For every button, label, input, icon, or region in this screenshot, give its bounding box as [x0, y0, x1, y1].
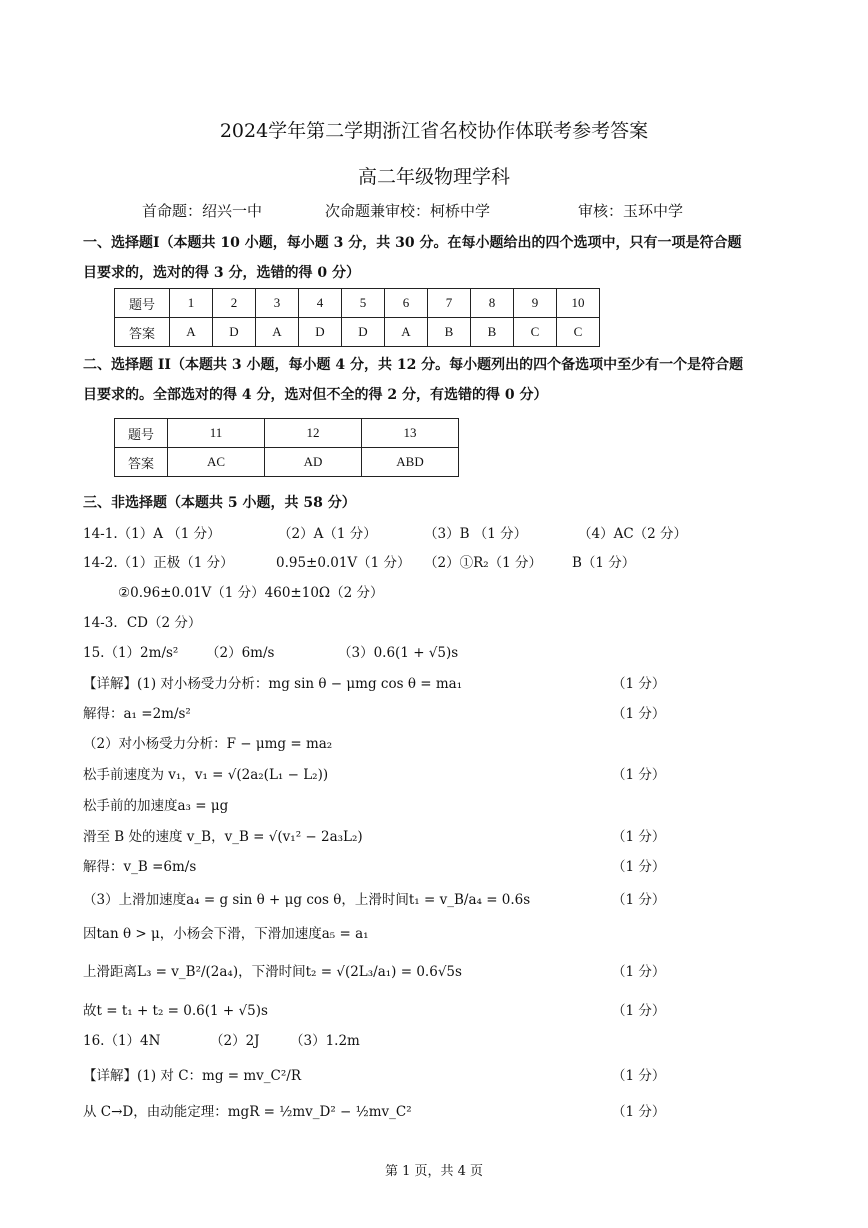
q16-part3: （3）1.2m: [290, 1033, 360, 1049]
q14-2-part4: B（1 分）: [572, 555, 636, 571]
table-cell: 12: [265, 419, 362, 448]
q16-part1: 16.（1）4N: [83, 1033, 161, 1049]
q15-detail-10: 上滑距离L₃ = v_B²/(2a₄)，下滑时间t₂ = √(2L₃/a₁) = 0.6√5s: [83, 964, 462, 980]
section1-intro-line1: 一、选择题I（本题共 10 小题，每小题 3 分，共 30 分。在每小题给出的四个选项中，只有一项是符合题: [83, 235, 742, 251]
q14-1-part2: （2）A（1 分）: [278, 526, 377, 542]
table-cell: 9: [514, 289, 557, 318]
table-cell: 6: [385, 289, 428, 318]
table-cell: C: [514, 318, 557, 347]
q15-detail-4: 松手前速度为 v₁，v₁ = √(2a₂(L₁ − L₂)): [83, 767, 329, 783]
table-cell: 2: [213, 289, 256, 318]
score-label: （1 分）: [612, 676, 666, 692]
table-cell: 8: [471, 289, 514, 318]
table-row: [115, 419, 459, 448]
q15-detail-7: 解得：v_B =6m/s: [83, 859, 197, 875]
table-cell: 7: [428, 289, 471, 318]
table-row: [115, 318, 600, 347]
q14-1-part4: （4）AC（2 分）: [578, 526, 688, 542]
q14-2-part2: 0.95±0.01V（1 分）: [276, 555, 411, 571]
section1-intro-line2: 目要求的，选对的得 3 分，选错的得 0 分）: [83, 265, 360, 281]
q15-detail-3: （2）对小杨受力分析：F − μmg = ma₂: [83, 736, 333, 752]
score-label: （1 分）: [612, 964, 666, 980]
section2-intro-line2: 目要求的。全部选对的得 4 分，选对但不全的得 2 分，有选错的得 0 分）: [83, 387, 548, 403]
section1-answer-table: [114, 288, 600, 347]
table-cell: 10: [557, 289, 600, 318]
score-label: （1 分）: [612, 859, 666, 875]
q15-detail-8: （3）上滑加速度a₄ = g sin θ + μg cos θ，上滑时间t₁ = v_B/a₄ = 0.6s: [83, 892, 531, 908]
table-cell: AD: [265, 448, 362, 477]
table-cell: D: [342, 318, 385, 347]
table-cell: A: [256, 318, 299, 347]
q14-2-part1: 14-2.（1）正极（1 分）: [83, 555, 234, 571]
score-label: （1 分）: [612, 829, 666, 845]
score-label: （1 分）: [612, 706, 666, 722]
section2-answer-table: [114, 418, 459, 477]
q14-2-part3: （2）①R₂（1 分）: [424, 555, 543, 571]
q14-2-line2: ②0.96±0.01V（1 分）460±10Ω（2 分）: [118, 585, 384, 601]
table-cell: B: [471, 318, 514, 347]
score-label: （1 分）: [612, 1003, 666, 1019]
table-cell: C: [557, 318, 600, 347]
q15-detail-11: 故t = t₁ + t₂ = 0.6(1 + √5)s: [83, 1003, 268, 1019]
q15-detail-6: 滑至 B 处的速度 v_B，v_B = √(v₁² − 2a₃L₂): [83, 829, 363, 845]
q15-part2: （2）6m/s: [206, 645, 275, 661]
table-cell: D: [213, 318, 256, 347]
section3-heading: 三、非选择题（本题共 5 小题，共 58 分）: [83, 495, 356, 511]
table-cell: 答案: [115, 318, 170, 347]
q14-1-part3: （3）B （1 分）: [424, 526, 528, 542]
q16-detail-2: 从 C→D，由动能定理：mgR = ½mv_D² − ½mv_C²: [83, 1104, 412, 1120]
q15-part1: 15.（1）2m/s²: [83, 645, 179, 661]
q15-detail-1: 【详解】(1) 对小杨受力分析：mg sin θ − μmg cos θ = ma₁: [83, 676, 463, 692]
table-cell: ABD: [362, 448, 459, 477]
page-footer: 第 1 页，共 4 页: [384, 1164, 484, 1179]
section2-intro-line1: 二、选择题 II（本题共 3 小题，每小题 4 分，共 12 分。每小题列出的四个备选项中至少有一个是符合题: [83, 357, 744, 373]
table-cell: 答案: [115, 448, 168, 477]
table-cell: 题号: [115, 419, 168, 448]
author-review: 审核：玉环中学: [578, 202, 684, 220]
table-cell: 11: [168, 419, 265, 448]
table-row: [115, 448, 459, 477]
author-second: 次命题兼审校：柯桥中学: [325, 202, 491, 220]
table-cell: 4: [299, 289, 342, 318]
table-row: [115, 289, 600, 318]
table-cell: A: [170, 318, 213, 347]
table-cell: AC: [168, 448, 265, 477]
q15-detail-9: 因tan θ > μ，小杨会下滑，下滑加速度a₅ = a₁: [83, 926, 369, 942]
score-label: （1 分）: [612, 1068, 666, 1084]
table-cell: A: [385, 318, 428, 347]
table-cell: 题号: [115, 289, 170, 318]
author-first: 首命题：绍兴一中: [142, 202, 263, 220]
q15-detail-5: 松手前的加速度a₃ = μg: [83, 798, 229, 814]
q14-1-part1: 14-1.（1）A （1 分）: [83, 526, 221, 542]
page-subtitle: 高二年级物理学科: [357, 166, 510, 188]
table-cell: 1: [170, 289, 213, 318]
q16-detail-1: 【详解】(1) 对 C：mg = mv_C²/R: [83, 1068, 302, 1084]
score-label: （1 分）: [612, 892, 666, 908]
table-cell: 13: [362, 419, 459, 448]
table-cell: B: [428, 318, 471, 347]
table-cell: 3: [256, 289, 299, 318]
table-cell: D: [299, 318, 342, 347]
q15-detail-2: 解得：a₁ =2m/s²: [83, 706, 191, 722]
page-title: 2024学年第二学期浙江省名校协作体联考参考答案: [219, 120, 649, 142]
q16-part2: （2）2J: [210, 1033, 260, 1049]
table-cell: 5: [342, 289, 385, 318]
q15-part3: （3）0.6(1 + √5)s: [338, 645, 459, 661]
score-label: （1 分）: [612, 1104, 666, 1120]
q14-3: 14-3．CD（2 分）: [83, 615, 202, 631]
score-label: （1 分）: [612, 767, 666, 783]
